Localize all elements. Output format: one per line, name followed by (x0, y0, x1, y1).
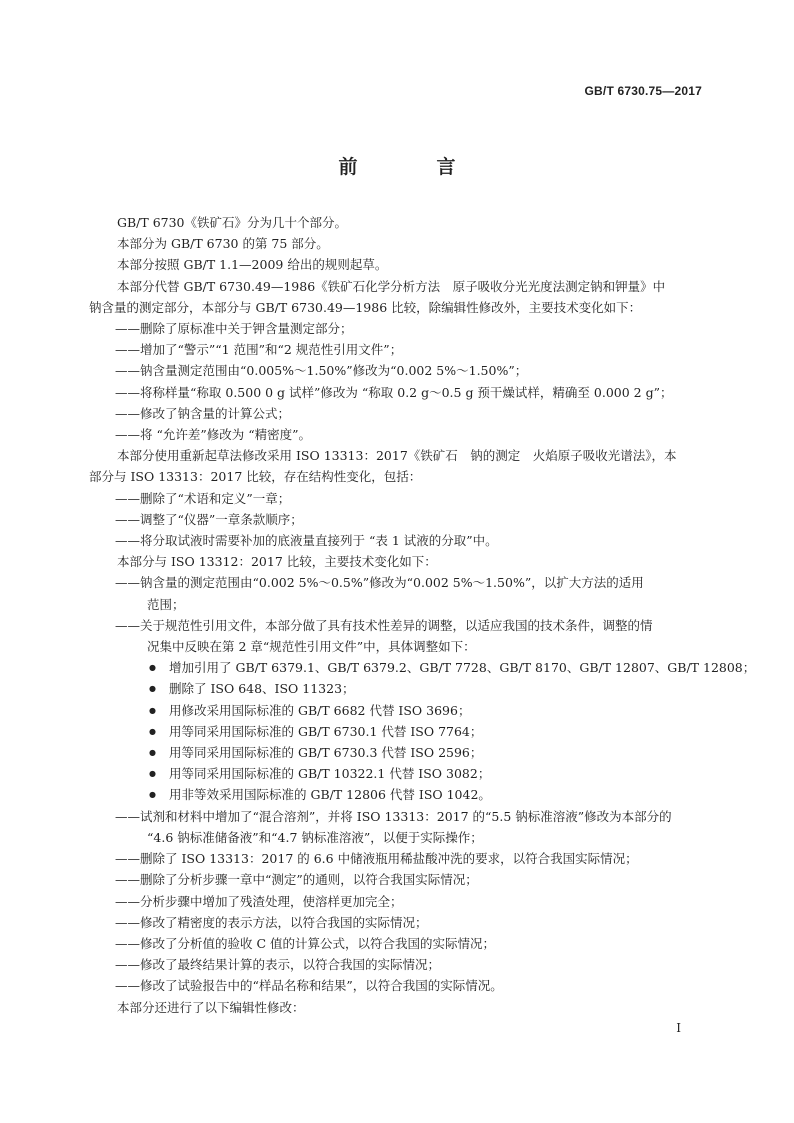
document-body (89, 212, 756, 1018)
change-item: ——修改了钠含量的计算公式； (115, 405, 291, 421)
change-item: ——删除了“术语和定义”一章； (115, 490, 291, 506)
standard-number: GB/T 6730.75—2017 (584, 84, 702, 98)
change-item: ——删除了原标准中关于钾含量测定部分； (115, 321, 353, 337)
paragraph: 本部分为 GB/T 6730 的第 75 部分。 (117, 236, 329, 252)
page-title: 前 言 (338, 156, 486, 178)
change-item: ——修改了分析值的验收 C 值的计算公式，以符合我国的实际情况； (115, 935, 496, 951)
change-item: ——删除了分析步骤一章中“测定”的通则，以符合我国实际情况； (115, 872, 478, 888)
bullet-item (117, 784, 707, 805)
change-item: ——将分取试液时需要补加的底液量直接列于 “表 1 试液的分取”中。 (115, 533, 498, 549)
bullet-item (117, 700, 707, 721)
paragraph-continuation: 钠含量的测定部分，本部分与 GB/T 6730.49—1986 比较，除编辑性修改外，主要技术变化如下： (89, 299, 642, 315)
change-item-continuation: 况集中反映在第 2 章“规范性引用文件”中，具体调整如下： (147, 639, 476, 655)
paragraph: 本部分代替 GB/T 6730.49—1986《铁矿石化学分析方法 原子吸收分光光度法测定钠和钾量》中 (117, 278, 666, 294)
bullet-item (117, 657, 756, 678)
change-item-continuation: 范围； (147, 596, 185, 612)
change-item: ——关于规范性引用文件，本部分做了具有技术性差异的调整，以适应我国的技术条件，调整的情 (115, 617, 653, 633)
page-number: I (676, 1021, 681, 1035)
bullet-text: 用非等效采用国际标准的 GB/T 12806 代替 ISO 1042。 (169, 787, 491, 803)
bullet-text: 用等同采用国际标准的 GB/T 6730.1 代替 ISO 7764； (169, 723, 483, 739)
bullet-item (117, 742, 707, 763)
change-item: ——增加了“警示”“1 范围”和“2 规范性引用文件”； (115, 342, 403, 358)
bullet-item (117, 763, 707, 784)
bullet-text: 增加引用了 GB/T 6379.1、GB/T 6379.2、GB/T 7728、GB/T 8170、GB/T 12807、GB/T 12808； (169, 660, 756, 676)
bullet-item (117, 721, 707, 742)
paragraph: 本部分还进行了以下编辑性修改： (117, 999, 305, 1015)
change-item: ——钠含量测定范围由“0.005%～1.50%”修改为“0.002 5%～1.50%”； (115, 363, 528, 379)
change-item: ——调整了“仪器”一章条款顺序； (115, 511, 303, 527)
change-item: ——试剂和材料中增加了“混合溶剂”，并将 ISO 13313：2017 的“5.5 钠标准溶液”修改为本部分的 (115, 808, 672, 824)
change-item: ——将称样量“称取 0.500 0 g 试样”修改为 “称取 0.2 g～0.5 g 预干燥试样，精确至 0.000 2 g”； (115, 384, 673, 400)
bullet-text: 用等同采用国际标准的 GB/T 6730.3 代替 ISO 2596； (169, 745, 483, 761)
bullet-item (117, 678, 707, 699)
change-item-continuation: “4.6 钠标准储备液”和“4.7 钠标准溶液”，以便于实际操作； (147, 829, 483, 845)
change-item: ——修改了最终结果计算的表示，以符合我国的实际情况； (115, 957, 441, 973)
change-item: ——修改了试验报告中的“样品名称和结果”，以符合我国的实际情况。 (115, 978, 503, 994)
change-item: ——删除了 ISO 13313：2017 的 6.6 中储液瓶用稀盐酸冲洗的要求，以符合我国实际情况； (115, 851, 638, 867)
change-item: ——修改了精密度的表示方法，以符合我国的实际情况； (115, 914, 428, 930)
change-item: ——分析步骤中增加了残渣处理，使溶样更加完全； (115, 893, 403, 909)
paragraph-continuation: 部分与 ISO 13313：2017 比较，存在结构性变化，包括： (89, 469, 422, 485)
paragraph: 本部分按照 GB/T 1.1—2009 给出的规则起草。 (117, 257, 388, 273)
bullet-text: 删除了 ISO 648、ISO 11323； (169, 681, 355, 697)
change-item: ——将 “允许差”修改为 “精密度”。 (115, 427, 312, 443)
bullet-text: 用修改采用国际标准的 GB/T 6682 代替 ISO 3696； (169, 702, 471, 718)
change-item: ——钠含量的测定范围由“0.002 5%～0.5%”修改为“0.002 5%～1.50%”，以扩大方法的适用 (115, 575, 644, 591)
paragraph: 本部分使用重新起草法修改采用 ISO 13313：2017《铁矿石 钠的测定 火焰原子吸收光谱法》，本 (117, 448, 677, 464)
paragraph: GB/T 6730《铁矿石》分为几十个部分。 (117, 215, 348, 230)
paragraph: 本部分与 ISO 13312：2017 比较，主要技术变化如下： (117, 554, 437, 570)
bullet-text: 用等同采用国际标准的 GB/T 10322.1 代替 ISO 3082； (169, 766, 491, 782)
